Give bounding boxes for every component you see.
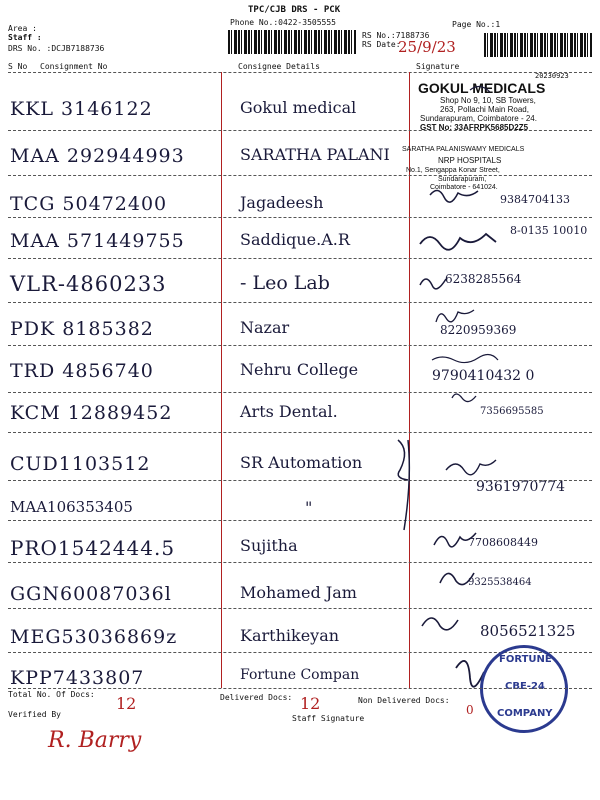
- page-number: Page No.:1: [452, 20, 501, 29]
- signature-phone: 7708608449: [468, 536, 538, 549]
- consignee-name: SARATHA PALANI: [240, 145, 390, 164]
- signature-phone: 6238285564: [445, 272, 522, 286]
- row-divider: [8, 562, 592, 563]
- consignee-name: SR Automation: [240, 453, 363, 472]
- non-delivered-docs-label: Non Delivered Docs:: [358, 696, 450, 705]
- table-row: [0, 360, 600, 400]
- consignment-no: GGN60087036l: [10, 583, 172, 605]
- seal-text-top: FORTUNE: [499, 654, 552, 665]
- stamp-address-3: Sundarapuram, Coimbatore - 24.: [420, 114, 537, 123]
- stamp-address-1: Shop No 9, 10, SB Towers,: [440, 96, 536, 105]
- row-divider: [8, 345, 592, 346]
- consignee-name: Saddique.A.R: [240, 230, 350, 249]
- total-docs-value: 12: [116, 694, 137, 713]
- consignment-no: PDK 8185382: [10, 318, 154, 340]
- row-divider: [8, 480, 592, 481]
- consignee-name: Mohamed Jam: [240, 583, 357, 602]
- delivered-docs-label: Delivered Docs:: [220, 693, 293, 702]
- table-row: [0, 577, 600, 623]
- signature-phone: 9384704133: [500, 193, 570, 206]
- stamp-subtitle: NRP HOSPITALS: [438, 156, 502, 165]
- signature-phone: 8-0135 10010: [510, 224, 588, 237]
- row-divider: [8, 432, 592, 433]
- consignee-name: Nehru College: [240, 360, 359, 379]
- delivered-docs-value: 12: [300, 694, 321, 713]
- consignment-no: VLR-4860233: [10, 272, 167, 296]
- staff-label: Staff :: [8, 33, 42, 42]
- total-docs-label: Total No. Of Docs:: [8, 690, 95, 699]
- signature-phone: 8056521325: [480, 622, 576, 640]
- table-row: [0, 318, 600, 358]
- consignment-no: MEG53036869z: [10, 626, 178, 648]
- verified-by-label: Verified By: [8, 710, 61, 719]
- column-header-sno: S No: [8, 62, 28, 71]
- consignment-no: TRD 4856740: [10, 360, 154, 382]
- row-divider: [8, 258, 592, 259]
- table-row: [0, 498, 600, 538]
- stamp-name: SARATHA PALANISWAMY MEDICALS: [402, 146, 525, 153]
- footer-divider: [8, 688, 592, 689]
- document-title: TPC/CJB DRS - PCK: [248, 5, 341, 15]
- stamp-address-2: 263, Pollachi Main Road,: [440, 105, 529, 114]
- staff-signature-label: Staff Signature: [292, 714, 365, 723]
- seal-center: CBE-24: [505, 681, 545, 692]
- consignment-no: PRO1542444.5: [10, 536, 176, 560]
- table-row: [0, 402, 600, 442]
- seal-text-bottom: COMPANY: [497, 708, 553, 719]
- drs-barcode: [228, 30, 356, 54]
- table-row: [0, 536, 600, 576]
- rs-number: RS No.:7188736: [362, 31, 430, 40]
- signature-phone: 9325538464: [468, 577, 532, 588]
- non-delivered-docs-value: 0: [466, 703, 474, 717]
- company-seal: [480, 645, 568, 733]
- table-row: [0, 272, 600, 312]
- row-divider: [8, 302, 592, 303]
- consignment-no: KPP7433807: [10, 667, 145, 689]
- column-header-signature: Signature: [416, 62, 460, 71]
- consignee-name: Gokul medical: [240, 98, 357, 117]
- stamp-address-1: No.1, Sengappa Konar Street,: [406, 167, 500, 174]
- rs-date-label: RS Date:: [362, 40, 401, 49]
- consignment-no: MAA 571449755: [10, 230, 185, 252]
- drs-number: DRS No. :DCJB7188736: [8, 44, 105, 53]
- table-row: [0, 453, 600, 493]
- stamp-gst: GST No: 33AFRPK5685D2Z5: [420, 123, 529, 132]
- signature-phone: 9790410432 0: [432, 368, 535, 384]
- column-header-consignee: Consignee Details: [238, 62, 320, 71]
- signature-phone: 7356695585: [480, 406, 544, 417]
- consignment-no: MAA106353405: [10, 498, 133, 516]
- signature-phone: 8220959369: [440, 323, 517, 337]
- consignee-name: ": [305, 498, 313, 517]
- consignment-no: KCM 12889452: [10, 402, 173, 424]
- area-label: Area :: [8, 24, 37, 33]
- stamp-address-2: Sundarapuram,: [438, 176, 487, 183]
- verifier-signature: R. Barry: [48, 728, 142, 753]
- column-header-consignment: Consignment No: [40, 62, 108, 71]
- row-divider: [8, 520, 592, 521]
- consignee-name: Fortune Compan: [240, 667, 360, 683]
- consignee-name: Arts Dental.: [240, 402, 338, 421]
- row-divider: [8, 392, 592, 393]
- signature-phone: 9361970774: [476, 479, 566, 495]
- consignee-name: Nazar: [240, 318, 290, 337]
- table-row: [0, 224, 600, 270]
- gokul-medicals-stamp: [410, 72, 596, 134]
- row-divider: [8, 608, 592, 609]
- phone-number: Phone No.:0422-3505555: [230, 18, 336, 27]
- consignment-no: TCG 50472400: [10, 193, 168, 215]
- rs-barcode: [484, 33, 592, 57]
- consignee-name: Jagadeesh: [240, 193, 324, 212]
- consignment-no: MAA 292944993: [10, 145, 185, 167]
- consignee-name: - Leo Lab: [240, 272, 330, 294]
- stamp-address-3: Coimbatore - 641024.: [430, 184, 498, 191]
- saratha-medicals-stamp: [402, 146, 558, 204]
- stamp-name: GOKUL MEDICALS: [418, 80, 546, 96]
- row-divider: [8, 217, 592, 218]
- consignment-no: CUD1103512: [10, 453, 151, 475]
- consignment-no: KKL 3146122: [10, 98, 153, 120]
- stamp-date: 20230923: [535, 72, 569, 80]
- consignee-name: Sujitha: [240, 536, 298, 555]
- consignee-name: Karthikeyan: [240, 626, 340, 645]
- rs-date-value: 25/9/23: [398, 38, 456, 56]
